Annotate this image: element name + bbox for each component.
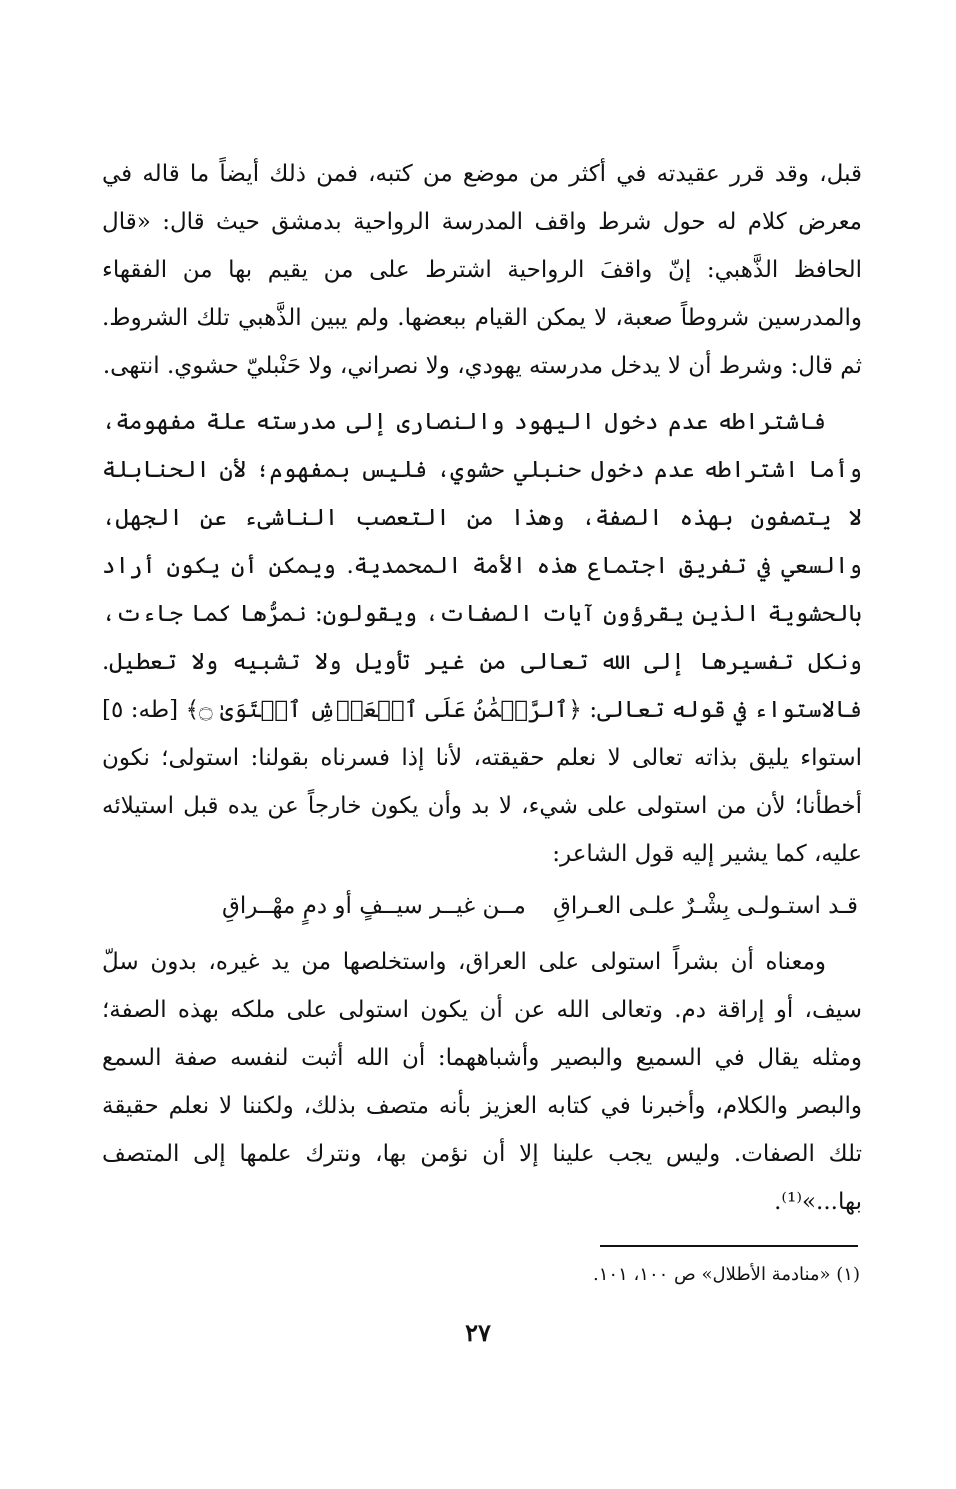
footnote-divider xyxy=(600,1245,858,1247)
paragraph-2: فاشتراطه عدم دخول اليهود والنصارى إلى مدرسته علة مفهومة، وأما اشتراطه عدم دخول حنبلي حشوي، فليس بمفهوم؛ لأن الحنابلة لا يتصفون بهذه الصفة، وهذا من التعصب الناشىء عن الجهل، والسعي في تفريق اجتماع هذه الأمة المحمدية. ويمكن أن يكون أراد بالحشوية الذين يقرؤون آيات الصفات، ويقولون: نمرُّها كما جاءت، ونكل تفسيرها إلى الله تعالى من غير تأويل ولا تشبيه ولا تعطيل. فالاستواء في قوله تعالى: ﴿ٱلرَّحۡمَٰنُ عَلَى ٱلۡعَرۡشِ ٱسۡتَوَىٰ ۝﴾ [طه: ٥] استواء يليق بذاته تعالى لا نعلم حقيقته، لأنا إذا فسرناه بقولنا: استولى؛ نكون أخطأنا؛ لأن من استولى على شيء، لا بد وأن يكون خارجاً عن يده قبل استيلائه عليه، كما يشير إليه قول الشاعر: xyxy=(102,409,862,867)
verse-second-hemistich: مــن غيــر سيــفٍ أو دمٍ مهْــراقِ xyxy=(222,893,526,919)
page-number: ٢٧ xyxy=(465,1318,491,1347)
paragraph-1: قبل، وقد قرر عقيدته في أكثر من موضع من كتبه، فمن ذلك أيضاً ما قاله في معرض كلام له حول شرط واقف المدرسة الرواحية بدمشق حيث قال: «قال الحافظ الذَّهبي: إنّ واقفَ الرواحية اشترط على من يقيم بها من الفقهاء والمدرسين شروطاً صعبة، لا يمكن القيام ببعضها. ولم يبين الذَّهبي تلك الشروط. ثم قال: وشرط أن لا يدخل مدرسته يهودي، ولا نصراني، ولا حَنْبليّ حشوي. انتهى. xyxy=(102,161,862,379)
paragraph-3: ومعناه أن بشراً استولى على العراق، واستخلصها من يد غيره، بدون سلّ سيف، أو إراقة دم. وتعالى الله عن أن يكون استولى على ملكه بهذه الصفة؛ ومثله يقال في السميع والبصير وأشباههما: أن الله أثبت لنفسه صفة السمع والبصر والكلام، وأخبرنا في كتابه العزيز بأنه متصف بذلك، ولكننا لا نعلم حقيقة تلك الصفات. وليس يجب علينا إلا أن نؤمن بها، ونترك علمها إلى المتصف بها...»⁽¹⁾. xyxy=(102,949,862,1215)
poetry-verse xyxy=(102,882,862,930)
page-body xyxy=(102,150,862,1226)
footnote: (١) «منادمة الأطلال» ص ١٠٠، ١٠١. xyxy=(593,1264,860,1285)
verse-first-hemistich: قـد استـولـى بِشْـرٌ علـى العـراقِ xyxy=(553,893,858,919)
